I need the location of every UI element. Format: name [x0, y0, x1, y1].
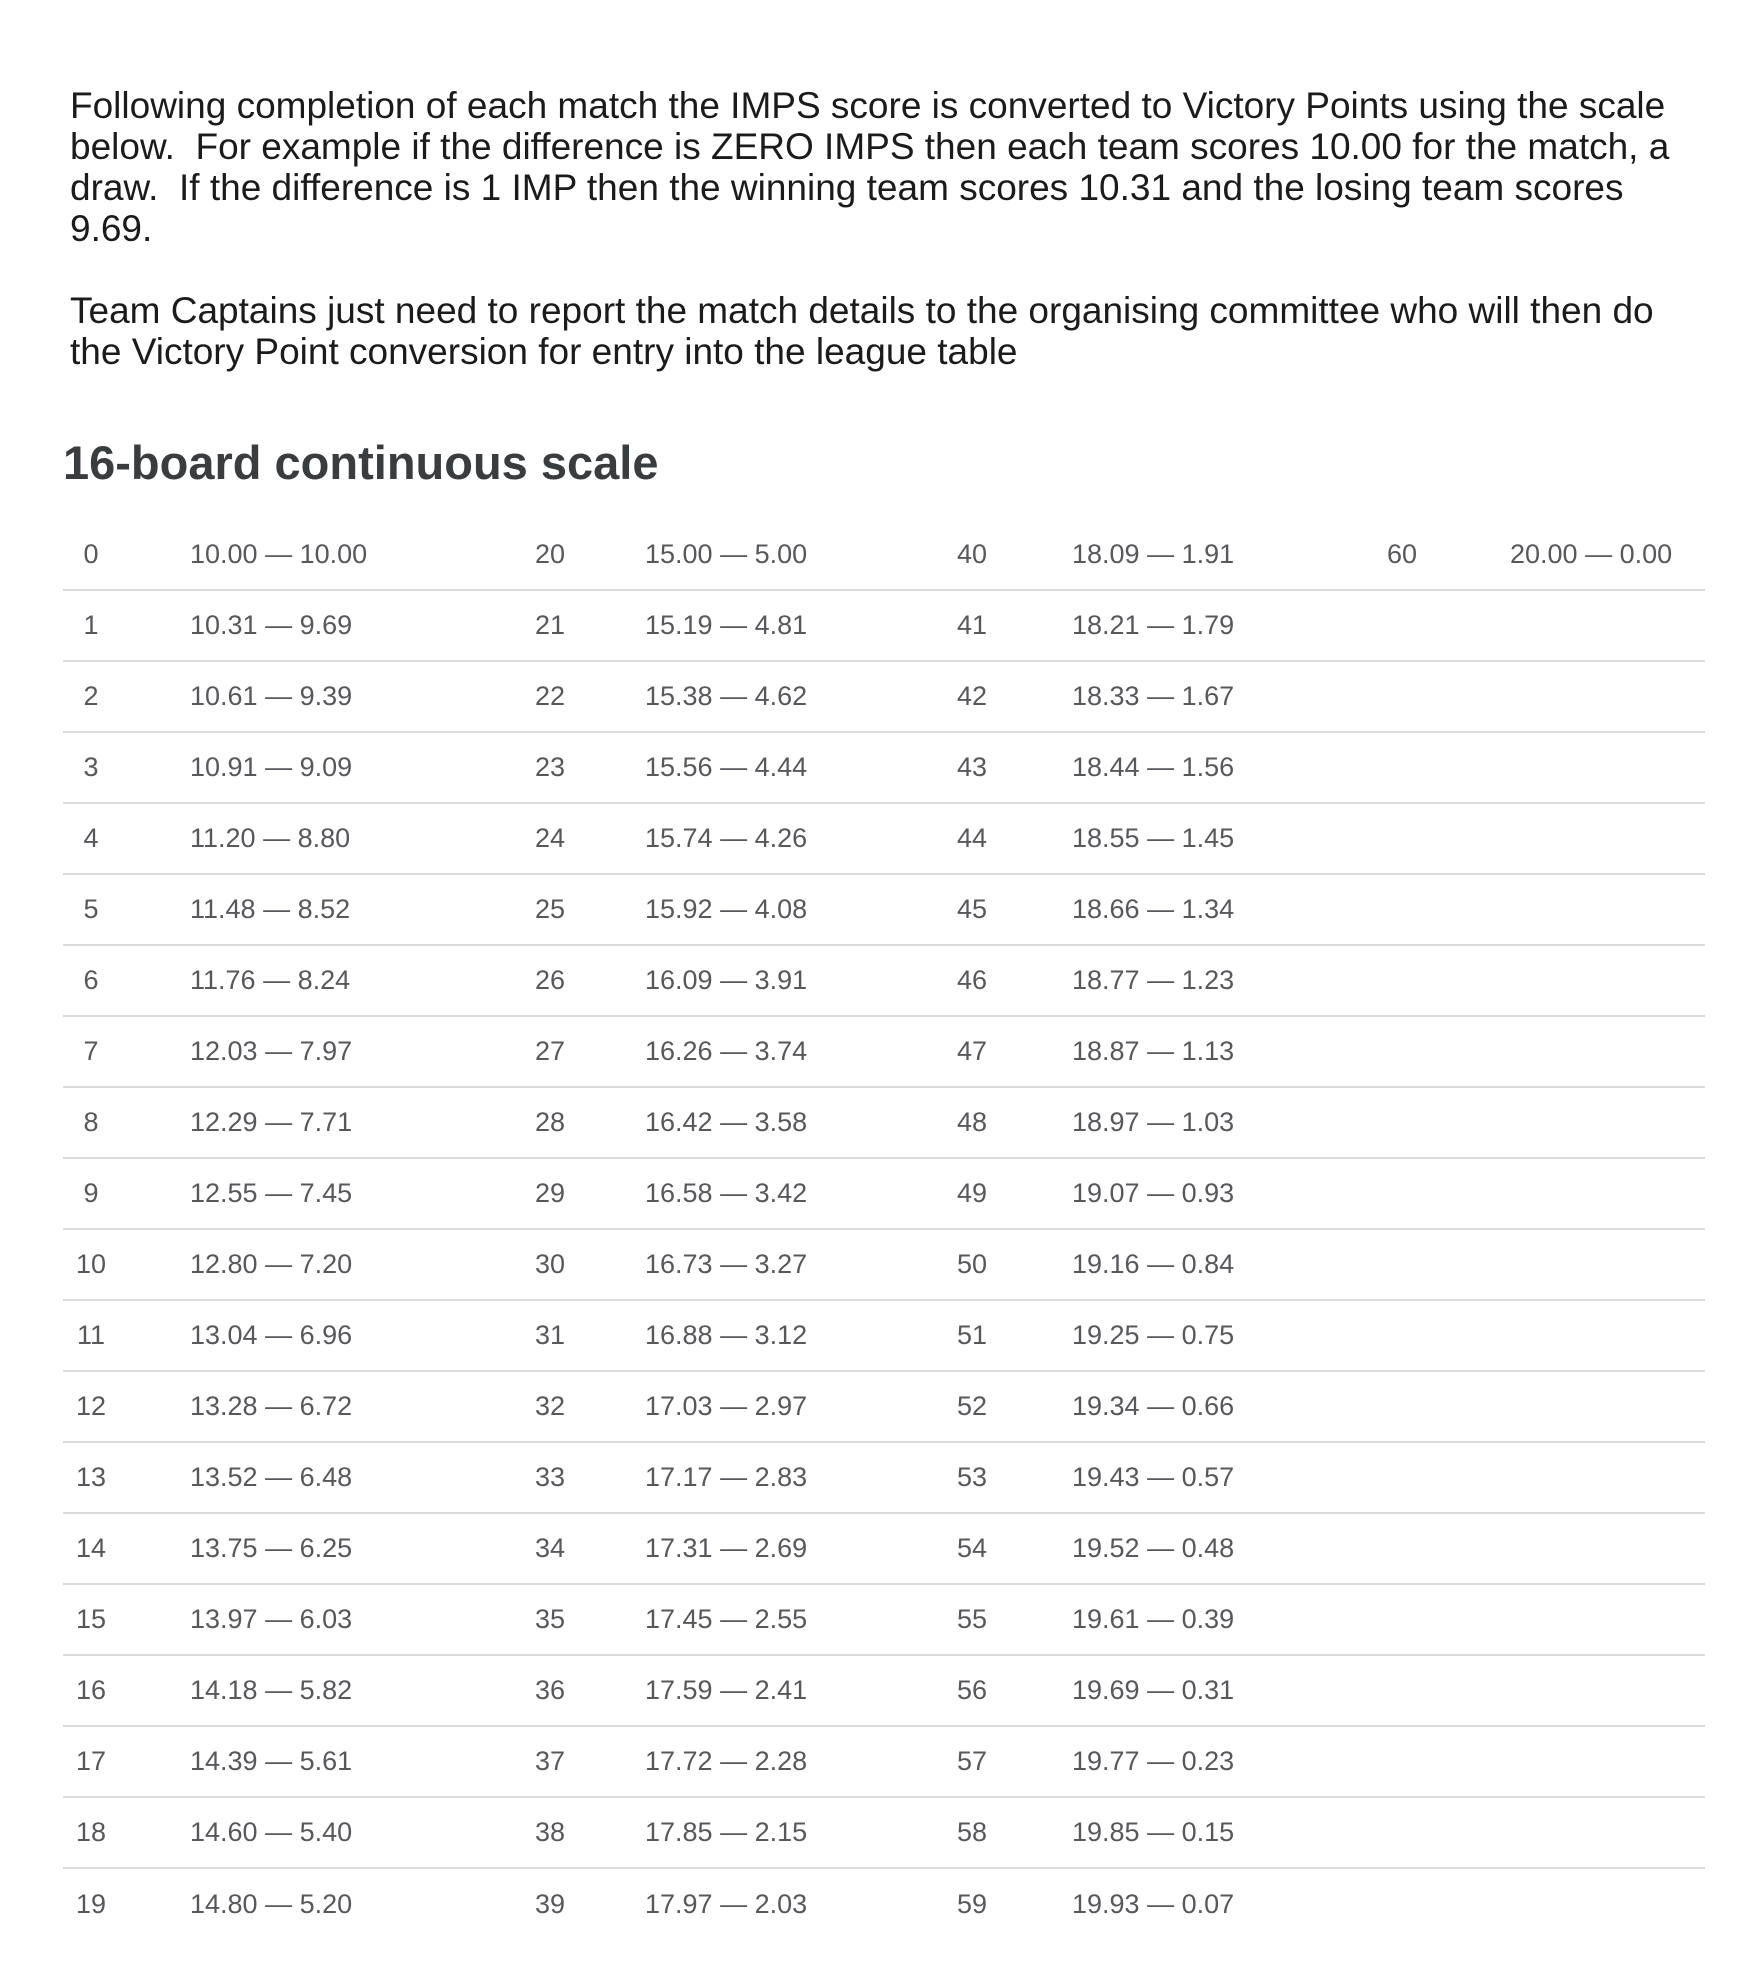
imp-difference-cell: 21 [534, 610, 566, 640]
victory-points-cell: 17.03 — 2.97 [645, 1391, 808, 1421]
victory-points-cell: 10.31 — 9.69 [190, 610, 353, 640]
victory-points-cell: 14.18 — 5.82 [190, 1675, 353, 1705]
imp-difference-cell: 41 [956, 610, 988, 640]
table-row [63, 1088, 1705, 1159]
victory-points-cell: 19.77 — 0.23 [1072, 1746, 1235, 1776]
victory-points-cell: 13.28 — 6.72 [190, 1391, 353, 1421]
victory-points-cell: 12.55 — 7.45 [190, 1178, 353, 1208]
table-row [63, 875, 1705, 946]
table-row [63, 591, 1705, 662]
victory-points-cell: 14.39 — 5.61 [190, 1746, 353, 1776]
intro-paragraph-1: Following completion of each match the IMPS score is converted to Victory Points using the scale below. For example if the difference is ZERO IMPS then each team scores 10.00 for the match, a draw. If the difference is 1 IMP then the winning team scores 10.31 and the losing team scores 9.69. [70, 85, 1680, 249]
victory-points-cell: 17.59 — 2.41 [645, 1675, 808, 1705]
table-row [63, 1017, 1705, 1088]
imp-difference-cell: 12 [75, 1391, 107, 1421]
imp-difference-cell: 47 [956, 1036, 988, 1066]
victory-points-cell: 18.97 — 1.03 [1072, 1107, 1235, 1137]
imp-difference-cell: 59 [956, 1889, 988, 1919]
victory-points-cell: 19.16 — 0.84 [1072, 1249, 1235, 1279]
victory-points-cell: 11.20 — 8.80 [190, 823, 351, 853]
imp-difference-cell: 9 [83, 1178, 99, 1208]
imp-difference-cell: 58 [956, 1817, 988, 1847]
imp-difference-cell: 29 [534, 1178, 566, 1208]
victory-points-cell: 18.33 — 1.67 [1072, 681, 1235, 711]
victory-points-cell: 19.34 — 0.66 [1072, 1391, 1235, 1421]
imp-difference-cell: 3 [83, 752, 99, 782]
imp-difference-cell: 7 [83, 1036, 99, 1066]
imp-difference-cell: 22 [534, 681, 566, 711]
imp-difference-cell: 13 [75, 1462, 107, 1492]
victory-points-cell: 16.42 — 3.58 [645, 1107, 808, 1137]
imp-difference-cell: 16 [75, 1675, 107, 1705]
imp-difference-cell: 50 [956, 1249, 988, 1279]
imp-difference-cell: 27 [534, 1036, 566, 1066]
imp-difference-cell: 0 [83, 539, 99, 569]
victory-points-cell: 15.56 — 4.44 [645, 752, 808, 782]
victory-points-cell: 17.72 — 2.28 [645, 1746, 808, 1776]
imp-difference-cell: 56 [956, 1675, 988, 1705]
victory-points-cell: 19.93 — 0.07 [1072, 1889, 1235, 1919]
table-row [63, 1727, 1705, 1798]
imp-difference-cell: 53 [956, 1462, 988, 1492]
imp-difference-cell: 2 [83, 681, 99, 711]
victory-points-cell: 10.61 — 9.39 [190, 681, 353, 711]
imp-difference-cell: 34 [534, 1533, 566, 1563]
victory-points-cell: 15.19 — 4.81 [645, 610, 808, 640]
imp-difference-cell: 23 [534, 752, 566, 782]
imp-difference-cell: 51 [956, 1320, 988, 1350]
victory-points-cell: 19.52 — 0.48 [1072, 1533, 1235, 1563]
victory-points-cell: 18.44 — 1.56 [1072, 752, 1235, 782]
victory-points-cell: 19.07 — 0.93 [1072, 1178, 1235, 1208]
victory-points-cell: 10.91 — 9.09 [190, 752, 353, 782]
victory-points-cell: 17.45 — 2.55 [645, 1604, 808, 1634]
victory-points-cell: 19.85 — 0.15 [1072, 1817, 1235, 1847]
victory-points-cell: 19.69 — 0.31 [1072, 1675, 1235, 1705]
imp-difference-cell: 38 [534, 1817, 566, 1847]
victory-points-cell: 17.85 — 2.15 [645, 1817, 808, 1847]
imp-difference-cell: 52 [956, 1391, 988, 1421]
victory-points-cell: 18.55 — 1.45 [1072, 823, 1235, 853]
imp-difference-cell: 1 [83, 610, 99, 640]
table-row [63, 662, 1705, 733]
imp-difference-cell: 46 [956, 965, 988, 995]
table-row [63, 1372, 1705, 1443]
table-row [63, 1656, 1705, 1727]
imp-difference-cell: 32 [534, 1391, 566, 1421]
victory-points-cell: 11.76 — 8.24 [190, 965, 351, 995]
imp-difference-cell: 8 [83, 1107, 99, 1137]
victory-points-cell: 18.87 — 1.13 [1072, 1036, 1235, 1066]
imp-difference-cell: 30 [534, 1249, 566, 1279]
victory-points-cell: 15.38 — 4.62 [645, 681, 808, 711]
victory-points-cell: 14.60 — 5.40 [190, 1817, 353, 1847]
victory-points-cell: 15.92 — 4.08 [645, 894, 808, 924]
table-row [63, 1301, 1705, 1372]
victory-points-cell: 10.00 — 10.00 [190, 539, 368, 569]
victory-points-cell: 11.48 — 8.52 [190, 894, 351, 924]
imp-difference-cell: 57 [956, 1746, 988, 1776]
imp-difference-cell: 60 [1386, 539, 1418, 569]
victory-points-cell: 19.43 — 0.57 [1072, 1462, 1235, 1492]
imp-difference-cell: 36 [534, 1675, 566, 1705]
table-row [63, 733, 1705, 804]
victory-points-cell: 16.26 — 3.74 [645, 1036, 808, 1066]
table-row [63, 804, 1705, 875]
victory-points-cell: 16.09 — 3.91 [645, 965, 808, 995]
victory-points-cell: 17.17 — 2.83 [645, 1462, 808, 1492]
imp-difference-cell: 4 [83, 823, 99, 853]
victory-points-cell: 13.52 — 6.48 [190, 1462, 353, 1492]
imp-difference-cell: 49 [956, 1178, 988, 1208]
imp-difference-cell: 6 [83, 965, 99, 995]
table-row [63, 520, 1705, 591]
table-row [63, 1585, 1705, 1656]
imp-difference-cell: 26 [534, 965, 566, 995]
table-row [63, 1443, 1705, 1514]
imp-difference-cell: 25 [534, 894, 566, 924]
scale-heading: 16-board continuous scale [63, 436, 659, 489]
imp-difference-cell: 40 [956, 539, 988, 569]
imp-difference-cell: 11 [76, 1320, 106, 1350]
imp-difference-cell: 37 [534, 1746, 566, 1776]
victory-points-cell: 13.97 — 6.03 [190, 1604, 353, 1634]
imp-difference-cell: 19 [75, 1889, 107, 1919]
imp-difference-cell: 44 [956, 823, 988, 853]
victory-points-cell: 18.21 — 1.79 [1072, 610, 1235, 640]
victory-points-cell: 19.61 — 0.39 [1072, 1604, 1235, 1634]
table-row [63, 1159, 1705, 1230]
imp-difference-cell: 42 [956, 681, 988, 711]
imp-difference-cell: 14 [75, 1533, 107, 1563]
imp-difference-cell: 33 [534, 1462, 566, 1492]
imp-difference-cell: 17 [75, 1746, 107, 1776]
victory-points-cell: 17.31 — 2.69 [645, 1533, 808, 1563]
imp-difference-cell: 28 [534, 1107, 566, 1137]
victory-points-cell: 16.73 — 3.27 [645, 1249, 808, 1279]
victory-points-cell: 18.66 — 1.34 [1072, 894, 1235, 924]
table-row [63, 1798, 1705, 1869]
vp-conversion-table [63, 520, 1705, 1940]
table-row [63, 1869, 1705, 1940]
intro-paragraph-2: Team Captains just need to report the match details to the organising committee who will then do the Victory Point conversion for entry into the league table [70, 290, 1664, 372]
imp-difference-cell: 54 [956, 1533, 988, 1563]
table-row [63, 1514, 1705, 1585]
imp-difference-cell: 35 [534, 1604, 566, 1634]
imp-difference-cell: 10 [75, 1249, 107, 1279]
imp-difference-cell: 18 [75, 1817, 107, 1847]
victory-points-cell: 18.77 — 1.23 [1072, 965, 1235, 995]
victory-points-cell: 12.03 — 7.97 [190, 1036, 353, 1066]
imp-difference-cell: 39 [534, 1889, 566, 1919]
imp-difference-cell: 15 [75, 1604, 107, 1634]
victory-points-cell: 12.80 — 7.20 [190, 1249, 353, 1279]
victory-points-cell: 16.88 — 3.12 [645, 1320, 808, 1350]
imp-difference-cell: 20 [534, 539, 566, 569]
victory-points-cell: 14.80 — 5.20 [190, 1889, 353, 1919]
table-row [63, 946, 1705, 1017]
imp-difference-cell: 31 [534, 1320, 566, 1350]
victory-points-cell: 18.09 — 1.91 [1072, 539, 1235, 569]
table-row [63, 1230, 1705, 1301]
victory-points-cell: 15.00 — 5.00 [645, 539, 808, 569]
imp-difference-cell: 5 [83, 894, 99, 924]
victory-points-cell: 12.29 — 7.71 [190, 1107, 353, 1137]
victory-points-cell: 17.97 — 2.03 [645, 1889, 808, 1919]
imp-difference-cell: 48 [956, 1107, 988, 1137]
imp-difference-cell: 55 [956, 1604, 988, 1634]
victory-points-cell: 15.74 — 4.26 [645, 823, 808, 853]
victory-points-cell: 13.75 — 6.25 [190, 1533, 353, 1563]
imp-difference-cell: 24 [534, 823, 566, 853]
victory-points-cell: 19.25 — 0.75 [1072, 1320, 1235, 1350]
victory-points-cell: 16.58 — 3.42 [645, 1178, 808, 1208]
victory-points-cell: 13.04 — 6.96 [190, 1320, 353, 1350]
victory-points-cell: 20.00 — 0.00 [1510, 539, 1673, 569]
imp-difference-cell: 43 [956, 752, 988, 782]
imp-difference-cell: 45 [956, 894, 988, 924]
